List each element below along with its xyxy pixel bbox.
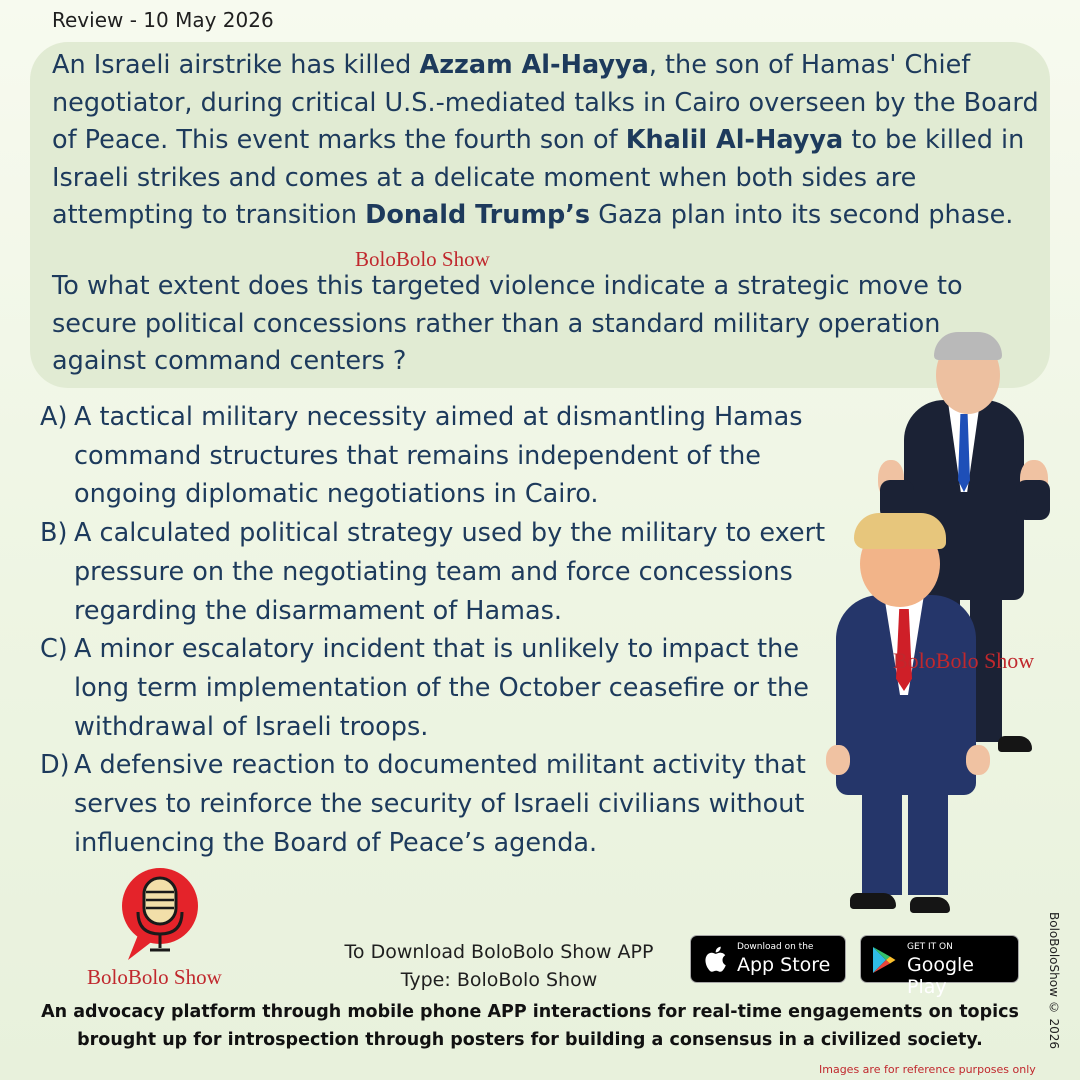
option-letter: A) [40, 402, 68, 432]
option-a[interactable] [40, 398, 830, 514]
highlighted-name: Donald Trump’s [365, 200, 591, 230]
download-instructions [335, 938, 663, 994]
badge-caption: Download on the [737, 942, 814, 952]
option-text: A defensive reaction to documented militant activity that serves to reinforce the security of Israeli civilians without influencing the Board of Peace’s agenda. [74, 750, 806, 858]
story-text: to be killed in Israeli strikes and comes at a delicate moment when both sides are attempting to transition [52, 125, 1025, 230]
google-play-icon [871, 946, 897, 974]
question-text: To what extent does this targeted violence indicate a strategic move to secure political concessions rather than a standard military operation against command centers ? [52, 271, 963, 376]
download-line: Type: BoloBolo Show [400, 969, 598, 991]
highlighted-name: Azzam Al-Hayya [419, 50, 649, 80]
story-text: , the son of Hamas' Chief negotiator, during critical U.S.-mediated talks in Cairo overseen by the Board of Peace. This event marks the fourth son of [52, 50, 1039, 155]
option-b[interactable] [40, 514, 830, 630]
brand-logo-name: BoloBolo Show [87, 965, 222, 989]
option-letter: C) [40, 634, 68, 665]
review-date: Review - 10 May 2026 [52, 8, 274, 32]
microphone-icon [118, 868, 202, 964]
option-text: A minor escalatory incident that is unlikely to impact the long term implementation of the October ceasefire or the withdrawal of Israeli troops. [74, 634, 809, 742]
option-letter: B) [40, 518, 68, 549]
badge-caption: GET IT ON [907, 942, 953, 952]
badge-title: App Store [737, 954, 831, 976]
story-paragraph [52, 47, 1042, 235]
story-text: Gaza plan into its second phase. [590, 200, 1014, 230]
option-d[interactable] [40, 746, 830, 862]
option-c[interactable] [40, 630, 830, 746]
option-text: A calculated political strategy used by the military to exert pressure on the negotiating team and force concessions regarding the disarmament of Hamas. [74, 518, 826, 626]
apple-icon [703, 945, 727, 973]
platform-tagline: An advocacy platform through mobile phone APP interactions for real-time engagements on topics brought up for introspection through posters for building a consensus in a civilized society. [41, 1002, 1019, 1050]
watermark-text: BoloBolo Show [893, 648, 1035, 673]
option-letter: D) [40, 750, 70, 781]
badge-title: Google Play [907, 954, 975, 998]
highlighted-name: Khalil Al-Hayya [625, 125, 844, 155]
copyright-notice: BoloBoloShow © 2026 [1047, 912, 1061, 1050]
illustration-figure-front [820, 505, 995, 925]
app-store-badge[interactable] [690, 935, 846, 983]
answer-options [40, 398, 830, 862]
download-line: To Download BoloBolo Show APP [344, 941, 654, 963]
google-play-badge[interactable] [860, 935, 1019, 998]
story-text: An Israeli airstrike has killed [52, 50, 420, 80]
option-text: A tactical military necessity aimed at dismantling Hamas command structures that remains independent of the ongoing diplomatic negotiations in Cairo. [74, 402, 803, 510]
watermark-text: BoloBolo Show [355, 247, 490, 271]
image-disclaimer: Images are for reference purposes only [819, 1063, 1036, 1076]
